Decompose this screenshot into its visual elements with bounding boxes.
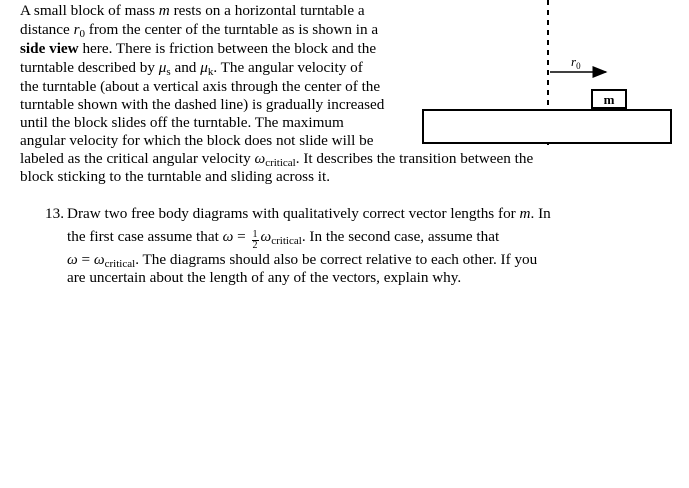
intro-line-6: turntable shown with the dashed line) is gradually increased bbox=[20, 96, 385, 113]
intro-line-3: side view here. There is friction between the block and the bbox=[20, 40, 377, 57]
intro-line-9: labeled as the critical angular velocity $\omega_{critical}$. It describes the transition between the bbox=[20, 150, 534, 169]
turntable bbox=[423, 110, 671, 143]
turntable-side-view-diagram bbox=[0, 0, 689, 200]
question-number: 13. bbox=[45, 205, 64, 222]
intro-line-7: until the block slides off the turntable. The maximum bbox=[20, 114, 344, 131]
fraction-one-half: $\frac{1}{2}$ bbox=[252, 229, 258, 251]
intro-line-1: A small block of mass m rests on a horizontal turntable a bbox=[20, 2, 365, 19]
intro-line-2: distance $r_0$ from the center of the turntable as is shown in a bbox=[20, 21, 379, 40]
intro-line-5: the turntable (about a vertical axis through the center of the bbox=[20, 78, 381, 95]
intro-line-4: turntable described by $\mu_s$ and $\mu_k$. The angular velocity of bbox=[20, 59, 363, 78]
question-line-2: the first case assume that ω = $\frac{1}{2}$ $\omega_{critical}$. In the second case, assume that bbox=[67, 228, 500, 251]
radius-label: $r_0$ bbox=[571, 54, 581, 71]
intro-line-10: block sticking to the turntable and sliding across it. bbox=[20, 168, 331, 185]
intro-line-8: angular velocity for which the block does not slide will be bbox=[20, 132, 374, 149]
question-line-3: $\omega = \omega_{critical}$. The diagrams should also be correct relative to each other. If you bbox=[67, 251, 538, 270]
block-label: m bbox=[603, 92, 615, 107]
question-line-1: Draw two free body diagrams with qualitatively correct vector lengths for m. In bbox=[67, 205, 551, 222]
question-line-4: are uncertain about the length of any of the vectors, explain why. bbox=[67, 269, 462, 286]
